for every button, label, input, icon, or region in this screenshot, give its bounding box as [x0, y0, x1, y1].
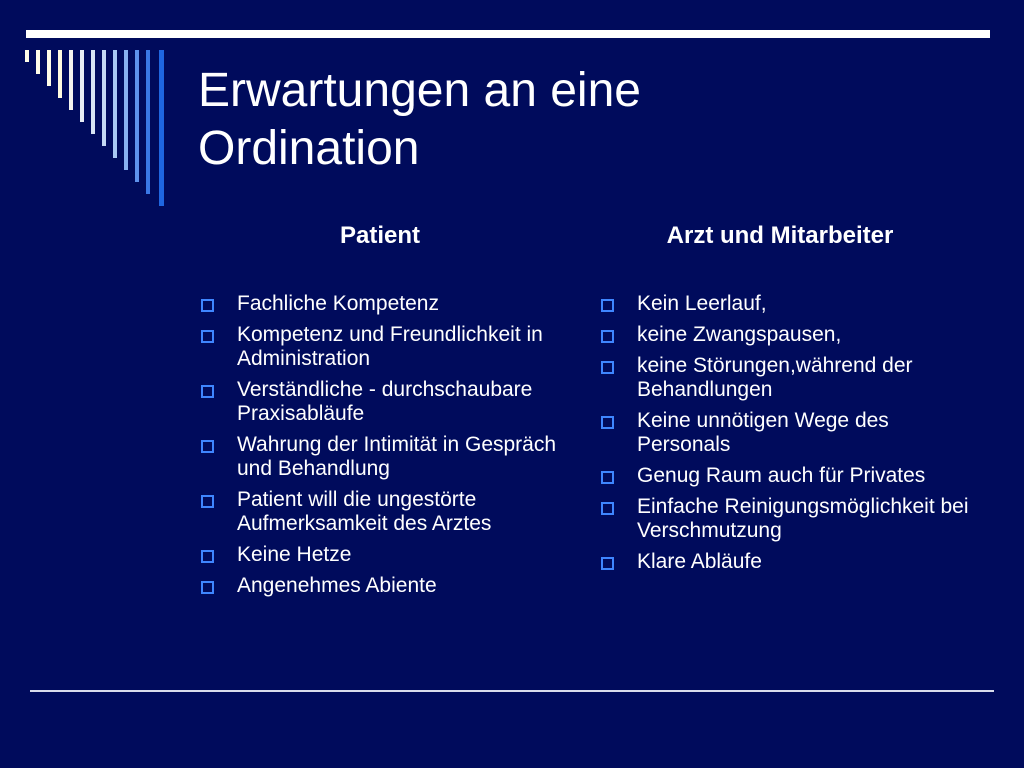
patient-list	[198, 292, 578, 605]
hollow-square-bullet-icon	[201, 581, 214, 594]
list-item: Verständliche - durchschaubare Praxisabläufe	[198, 378, 578, 426]
list-item: Einfache Reinigungsmöglichkeit bei Verschmutzung	[598, 495, 988, 543]
hollow-square-bullet-icon	[601, 471, 614, 484]
list-item: Keine unnötigen Wege des Personals	[598, 409, 988, 457]
list-item: Kein Leerlauf,	[598, 292, 988, 316]
list-item: Klare Abläufe	[598, 550, 988, 574]
list-item: Angenehmes Abiente	[198, 574, 578, 598]
bottom-rule	[30, 690, 994, 692]
hollow-square-bullet-icon	[201, 495, 214, 508]
list-item: Wahrung der Intimität in Gespräch und Behandlung	[198, 433, 578, 481]
list-item: Keine Hetze	[198, 543, 578, 567]
hollow-square-bullet-icon	[201, 440, 214, 453]
hollow-square-bullet-icon	[201, 299, 214, 312]
list-item: Genug Raum auch für Privates	[598, 464, 988, 488]
vertical-bars-decoration-icon	[0, 0, 180, 220]
list-item: Fachliche Kompetenz	[198, 292, 578, 316]
hollow-square-bullet-icon	[201, 385, 214, 398]
list-item: keine Störungen,während der Behandlungen	[598, 354, 988, 402]
hollow-square-bullet-icon	[201, 330, 214, 343]
column-heading-staff: Arzt und Mitarbeiter	[666, 222, 894, 249]
column-heading-patient: Patient	[339, 222, 420, 249]
list-item: keine Zwangspausen,	[598, 323, 988, 347]
list-item: Kompetenz und Freundlichkeit in Administration	[198, 323, 578, 371]
hollow-square-bullet-icon	[601, 299, 614, 312]
hollow-square-bullet-icon	[201, 550, 214, 563]
hollow-square-bullet-icon	[601, 416, 614, 429]
hollow-square-bullet-icon	[601, 330, 614, 343]
list-item: Patient will die ungestörte Aufmerksamkeit des Arztes	[198, 488, 578, 536]
hollow-square-bullet-icon	[601, 557, 614, 570]
hollow-square-bullet-icon	[601, 502, 614, 515]
hollow-square-bullet-icon	[601, 361, 614, 374]
staff-list	[598, 292, 988, 581]
slide-title: Erwartungen an eine Ordination	[198, 64, 641, 175]
